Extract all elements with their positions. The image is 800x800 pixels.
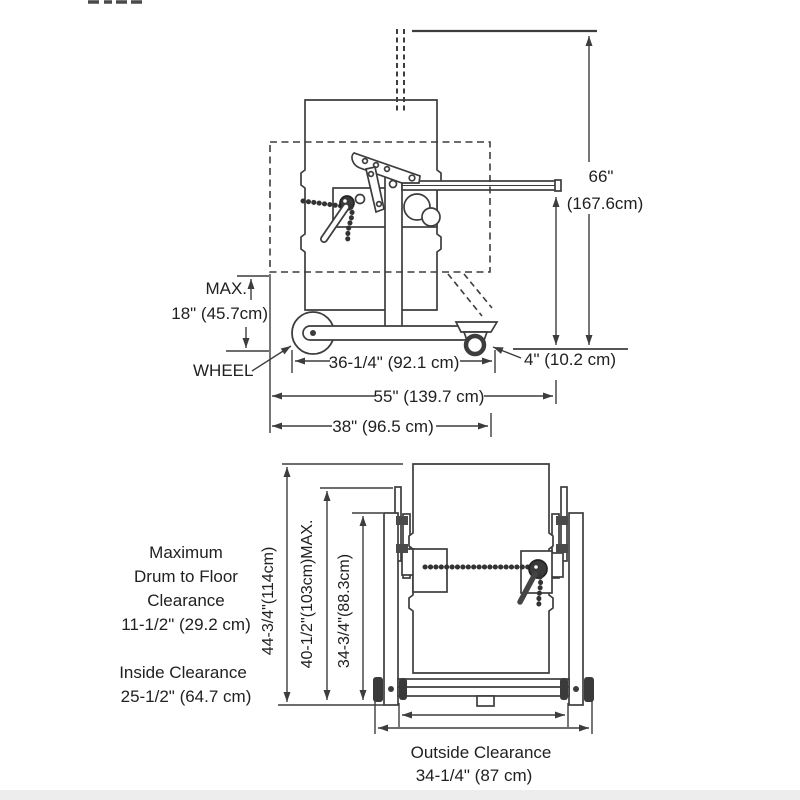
ratchet-highlight [534, 565, 538, 569]
outside-clearance-line-1: Outside Clearance [410, 743, 552, 762]
left-caster-hub [388, 686, 394, 692]
dim-40-label: 40-1/2"(103cm)MAX. [299, 519, 316, 669]
dim-66-inches-label: 66" [588, 167, 614, 186]
base-tab [477, 696, 494, 706]
dim-36-label: 36-1/4" (92.1 cm) [328, 353, 460, 372]
wheel-label: WHEEL [193, 361, 254, 380]
clearance-line-4: 11-1/2" (29.2 cm) [121, 615, 251, 634]
dim-18-label: 18" (45.7cm) [171, 304, 268, 323]
front-chain-tail [539, 577, 541, 606]
max-label: MAX. [205, 279, 247, 298]
caster-wheel [466, 336, 484, 354]
right-clamp-hatch-1 [556, 516, 568, 525]
push-handle-cap [555, 180, 561, 191]
roller-small [422, 208, 440, 226]
outside-clearance-line-2: 34-1/4" (87 cm) [415, 766, 533, 785]
footer-band [0, 790, 800, 800]
clearance-line-1: Maximum [149, 543, 223, 562]
clearance-line-3: Clearance [147, 591, 225, 610]
left-clamp-box [413, 549, 447, 592]
caster-swing-dashed-1 [448, 274, 482, 316]
mast [385, 171, 402, 332]
clearance-line-2: Drum to Floor [134, 567, 238, 586]
dim-34-label: 34-3/4"(88.3cm) [336, 553, 353, 669]
right-caster-hub [573, 686, 579, 692]
wheel-leader-arrow [252, 346, 291, 371]
left-rail [384, 513, 398, 705]
dim-66-cm-label: (167.6cm) [566, 194, 644, 213]
left-caster-inner [399, 678, 407, 700]
left-caster-outer [373, 677, 383, 702]
wheel-hub [310, 330, 316, 336]
right-caster-outer [584, 677, 594, 702]
left-clamp-hatch-1 [396, 516, 408, 525]
right-caster-inner [560, 678, 568, 700]
platform-leg [303, 326, 470, 340]
front-view [373, 464, 594, 706]
right-clamp-hatch-2 [556, 544, 568, 553]
inside-clearance-line-1: Inside Clearance [119, 663, 247, 682]
chain-ball-highlight [343, 199, 347, 203]
clamp-pivot-hole [356, 195, 365, 204]
dim-44-label: 44-3/4"(114cm) [260, 546, 277, 656]
left-clamp-hatch-2 [396, 544, 408, 553]
caster-bracket [456, 322, 497, 332]
caster-swing-dashed-2 [464, 274, 492, 308]
side-view [270, 29, 561, 354]
dim-38-label: 38" (96.5 cm) [332, 417, 434, 436]
inside-clearance-line-2: 25-1/2" (64.7 cm) [120, 687, 252, 706]
dim-4-label: 4" (10.2 cm) [524, 350, 617, 369]
right-rail [569, 513, 583, 705]
dim-55-label: 55" (139.7 cm) [373, 387, 485, 406]
